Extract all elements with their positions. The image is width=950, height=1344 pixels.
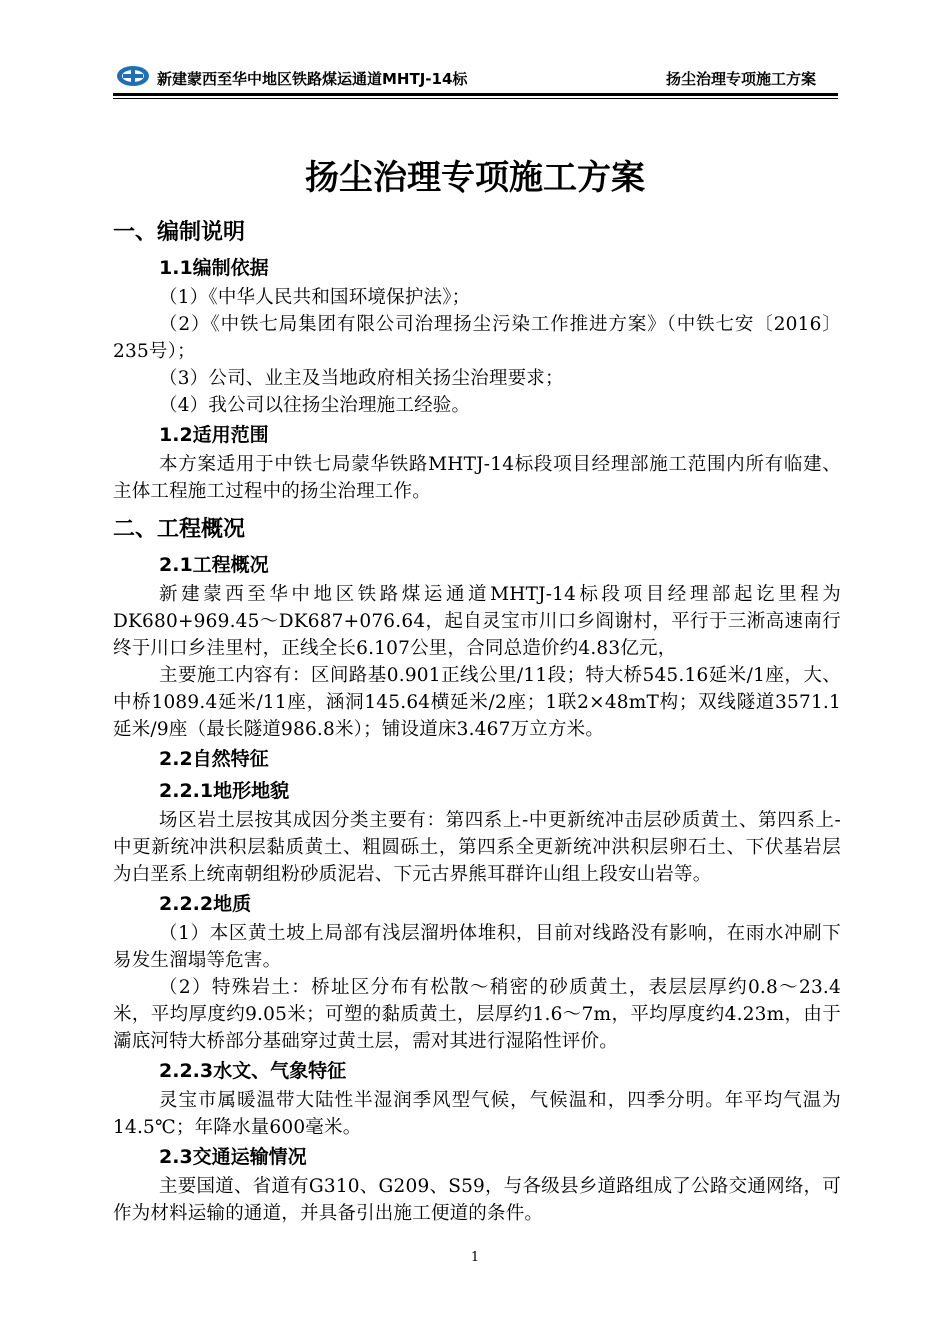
- subsection-heading: 2.2.1地形地貌: [159, 780, 290, 802]
- document-body: [113, 214, 841, 1227]
- paragraph: 场区岩土层按其成因分类主要有：第四系上-中更新统冲击层砂质黄土、第四系上-中更新统冲洪积层黏质黄土、粗圆砾土，第四系全更新统冲洪积层卵石土、下伏基岩层为白垩系上统南朝组粉砂质泥岩、下元古界熊耳群许山组上段安山岩等。: [113, 810, 841, 885]
- paragraph: （1）《中华人民共和国环境保护法》；: [159, 287, 471, 308]
- subsection-heading: 2.2.2地质: [159, 893, 252, 915]
- paragraph: （4）我公司以往扬尘治理施工经验。: [159, 395, 471, 416]
- subsection-heading: 1.1编制依据: [159, 257, 269, 279]
- header-rule-thick: [113, 93, 838, 96]
- document-title: 扬尘治理专项施工方案: [305, 158, 645, 198]
- section-heading: 二、工程概况: [113, 517, 246, 542]
- page-header: [113, 62, 838, 94]
- subsection-heading: 2.3交通运输情况: [159, 1146, 307, 1168]
- paragraph: 新建蒙西至华中地区铁路煤运通道MHTJ-14标段项目经理部起讫里程为DK680+969.45～DK687+076.64，起自灵宝市川口乡阎谢村，平行于三淅高速南行终于川口乡洼里村，正线全长6.107公里，合同总造价约4.83亿元，: [113, 584, 841, 659]
- subsection-heading: 2.2.3水文、气象特征: [159, 1060, 347, 1082]
- paragraph: 灵宝市属暖温带大陆性半湿润季风型气候，气候温和，四季分明。年平均气温为14.5℃；年降水量600毫米。: [113, 1090, 841, 1138]
- header-document-name: 扬尘治理专项施工方案: [665, 70, 816, 88]
- china-railway-logo-icon: [115, 64, 151, 88]
- page-number: 1: [470, 1250, 480, 1265]
- paragraph: （2）《中铁七局集团有限公司治理扬尘污染工作推进方案》（中铁七安〔2016〕235号）；: [113, 314, 841, 362]
- section-heading: 一、编制说明: [113, 220, 246, 245]
- paragraph: （1）本区黄土坡上局部有浅层溜坍体堆积，目前对线路没有影响，在雨水冲刷下易发生溜塌等危害。: [113, 923, 841, 971]
- paragraph: 主要国道、省道有G310、G209、S59，与各级县乡道路组成了公路交通网络，可作为材料运输的通道，并具备引出施工便道的条件。: [113, 1176, 841, 1224]
- subsection-heading: 1.2适用范围: [159, 424, 269, 446]
- header-rule-thin: [113, 98, 838, 99]
- paragraph: 本方案适用于中铁七局蒙华铁路MHTJ-14标段项目经理部施工范围内所有临建、主体工程施工过程中的扬尘治理工作。: [113, 454, 841, 502]
- paragraph: （2）特殊岩土：桥址区分布有松散～稍密的砂质黄土，表层层厚约0.8～23.4米，平均厚度约9.05米；可塑的黏质黄土，层厚约1.6～7m，平均厚度约4.23m，由于灞底河特大桥部分基础穿过黄土层，需对其进行湿陷性评价。: [113, 977, 841, 1052]
- paragraph: （3）公司、业主及当地政府相关扬尘治理要求；: [159, 368, 564, 389]
- subsection-heading: 2.2自然特征: [159, 748, 269, 770]
- paragraph: 主要施工内容有：区间路基0.901正线公里/11段；特大桥545.16延米/1座，大、中桥1089.4延米/11座，涵洞145.64横延米/2座；1联2×48mT构；双线隧道3571.1延米/9座（最长隧道986.8米）；铺设道床3.467万立方米。: [113, 665, 841, 740]
- header-project-name: 新建蒙西至华中地区铁路煤运通道MHTJ-14标: [157, 70, 468, 88]
- subsection-heading: 2.1工程概况: [159, 554, 269, 576]
